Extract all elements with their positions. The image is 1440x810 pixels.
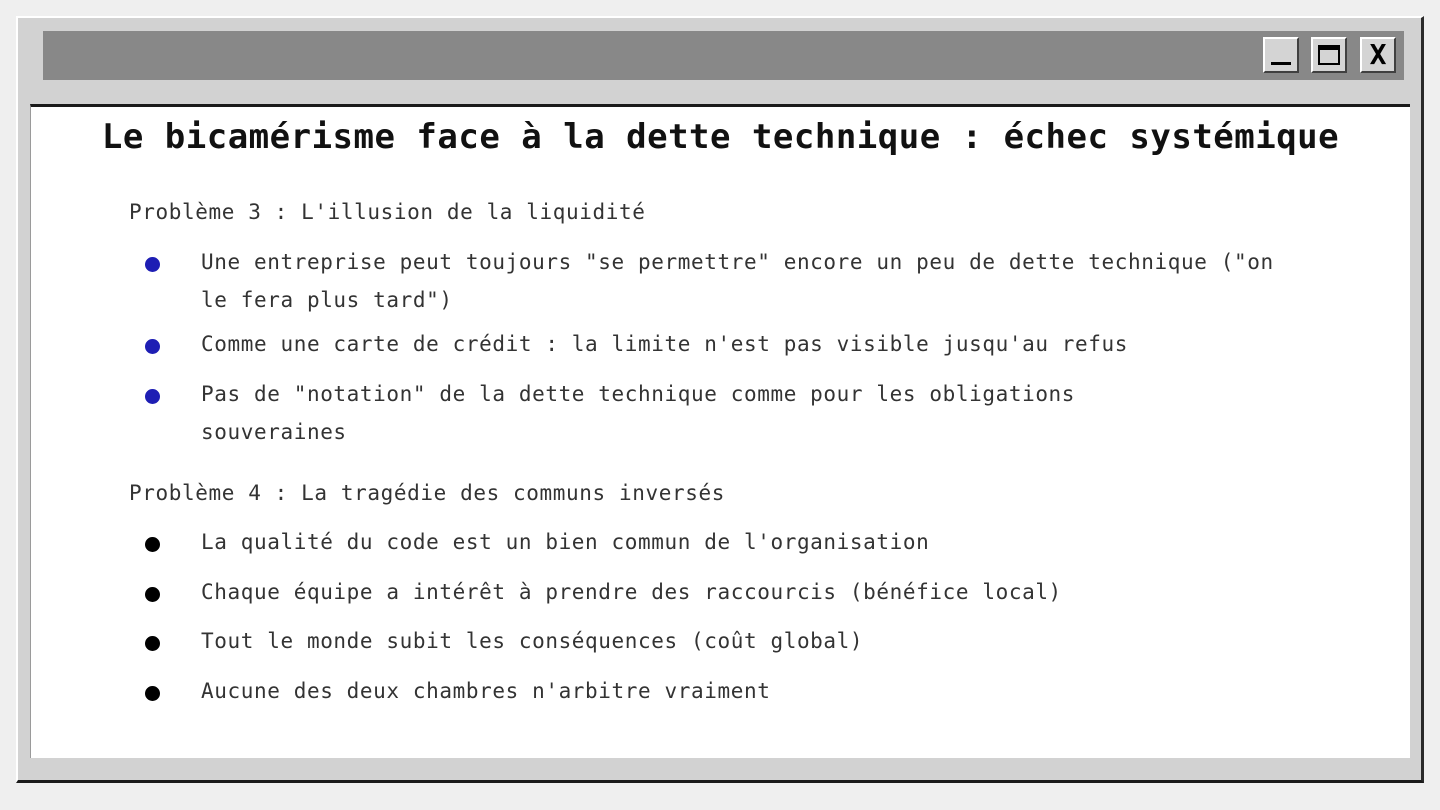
minimize-icon xyxy=(1271,62,1291,65)
bullet-icon xyxy=(145,339,160,354)
minimize-button[interactable] xyxy=(1263,37,1299,73)
bullet-icon xyxy=(145,537,160,552)
bullet-text: Pas de "notation" de la dette technique comme pour les obligations souveraines xyxy=(201,382,1076,444)
app-window xyxy=(16,16,1424,783)
slide-content xyxy=(30,104,1410,758)
close-icon: X xyxy=(1369,38,1387,71)
bullet-text: Chaque équipe a intérêt à prendre des raccourcis (bénéfice local) xyxy=(201,580,1062,604)
bullet-text: Tout le monde subit les conséquences (coût global) xyxy=(201,629,864,653)
bullet-icon xyxy=(145,587,160,602)
slide-title: Le bicamérisme face à la dette technique : échec systémique xyxy=(101,117,1340,157)
section-heading-problem-4: Problème 4 : La tragédie des communs inversés xyxy=(129,481,725,505)
bullet-text: Aucune des deux chambres n'arbitre vraiment xyxy=(201,679,771,703)
bullet-icon xyxy=(145,636,160,651)
bullet-icon xyxy=(145,686,160,701)
bullet-icon xyxy=(145,389,160,404)
bullet-icon xyxy=(145,257,160,272)
maximize-icon xyxy=(1318,45,1340,65)
bullet-text: La qualité du code est un bien commun de l'organisation xyxy=(201,530,930,554)
maximize-button[interactable] xyxy=(1311,37,1347,73)
section-heading-problem-3: Problème 3 : L'illusion de la liquidité xyxy=(129,200,646,224)
bullet-text: Comme une carte de crédit : la limite n'est pas visible jusqu'au refus xyxy=(201,332,1129,356)
bullet-text: Une entreprise peut toujours "se permettre" encore un peu de dette technique ("on le fera plus tard") xyxy=(201,250,1274,312)
close-button[interactable] xyxy=(1360,37,1396,73)
title-bar[interactable] xyxy=(43,31,1404,80)
